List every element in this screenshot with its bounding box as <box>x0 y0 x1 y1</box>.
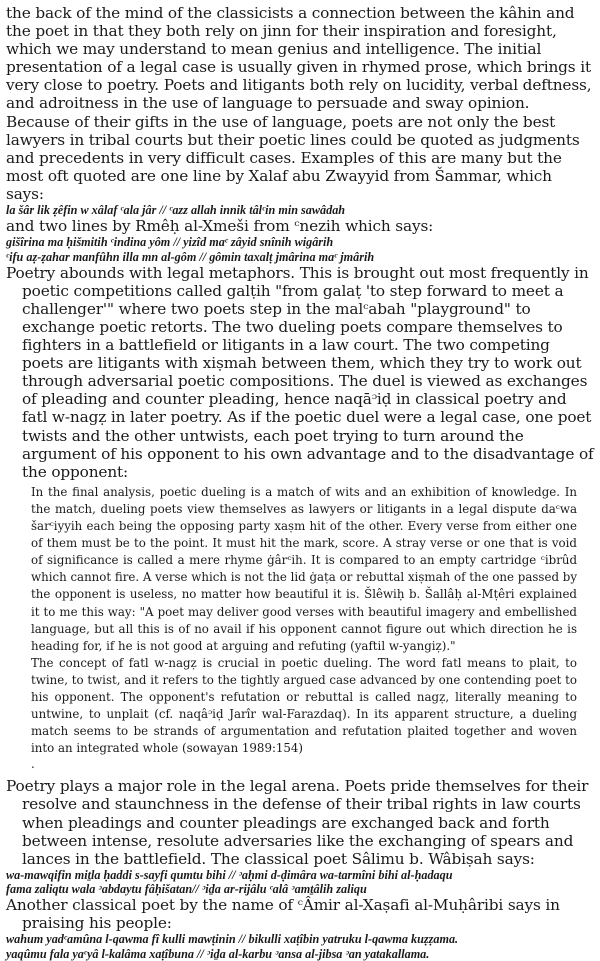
paragraph-rmeh-intro: and two lines by Rmêḥ al-Xmeši from ᶜnezih which says: <box>6 217 434 236</box>
verse-rmeh-1: gišîrina ma ḥišmitih ᶜindina yôm // yizîd maᶜ zâyid snînih wigârih <box>6 235 334 250</box>
verse-xalaf: la šâr lik ẓêfin w xâlaf ᶜala jâr // ᶜazz allah innik tâlᶜin min sawâdah <box>6 203 346 218</box>
paragraph-legal-arena: Poetry plays a major role in the legal arena. Poets pride themselves for their resolve and staunchness in the defense of their tribal rights in law courts when pleadings and counter pleadings are exchanged back and forth between intense, resolute adversaries like the exchanging of spears and lances in the battlefield. The classical poet Sâlimu b. Wâbiṣah says: <box>6 777 589 868</box>
document-page <box>6 4 594 961</box>
quote-paragraph-2: The concept of fatl w-nagẓ is crucial in poetic dueling. The word fatl means to plait, to twine, to twist, and it refers to the tightly argued case advanced by one contending poet to his opponent. The opponent's refutation or rebuttal is called nagẓ, literally meaning to untwine, to unplait (cf. naqâᵓiḍ Jarîr wal-Farazdaq). In its apparent structure, a dueling match seems to be strands of argumentation and refutation plaited together and woven into an integrated whole (sowayan 1989:154) <box>31 655 577 756</box>
quote-end-mark: . <box>31 757 35 772</box>
quote-paragraph-1: In the final analysis, poetic dueling is a match of wits and an exhibition of knowledge. In the match, dueling poets view themselves as lawyers or litigants in a legal dispute daᶜwa šarᶜiyyih each being the opposing party xaṣm hit of the other. Every verse from either one of them must be to the point. It must hit the mark, score. A stray verse or one that is void of significance is called a mere rhyme ġârᶜih. It is compared to an empty cartridge ᶜibrûd which cannot fire. A verse which is not the lid ġaṭa or rebuttal xiṣmah of the one passed by the opponent is useless, no matter how beautiful it is. Šlêwiḥ b. Šallâḥ al-Mṭêri explained it to me this way: "A poet may deliver good verses with beautiful imagery and embellished language, but all this is of no avail if his opponent cannot figure out which direction he is heading for, if he is not good at arguing and refuting (yaftil w-yangiẓ)." <box>31 484 577 653</box>
paragraph-legal-metaphors: Poetry abounds with legal metaphors. This is brought out most frequently in poetic competitions called galṭih "from galaṭ 'to step forward to meet a challenger'" where two poets step in the malᶜabah "playground" to exchange poetic retorts. The two dueling poets compare themselves to fighters in a battlefield or litigants in a law court. The two competing poets are litigants with xiṣmah between them, which they try to work out through adversarial poetic compositions. The duel is viewed as exchanges of pleading and counter pleading, hence naqāᵓiḍ in classical poetry and fatl w-nagẓ in later poetry. As if the poetic duel were a legal case, one poet twists and the other untwists, each poet trying to turn around the argument of his opponent to his own advantage and to the disadvantage of the opponent: <box>6 263 594 481</box>
block-quote <box>31 484 577 758</box>
verse-amir-2: yaqûmu fala yaᶜyâ l-kalâma xaṭîbuna // ᵓiḏa al-karbu ᵓansa al-jibsa ᵓan yatakallama. <box>6 946 430 961</box>
verse-rmeh-2: ᶜifu aẓ-ẓahar manfûhn illa mn al-gôm // gômin taxalṭ jmârina maᶜ jmârih <box>6 249 375 264</box>
paragraph-amir-intro: Another classical poet by the name of ᶜÂmir al-Xaṣafi al-Muḥâribi says in praising his people: <box>6 896 560 933</box>
verse-salimu-2: fama zaliqtu wala ᵓabdaytu fâḥišatan// ᵓiḏa ar-rijâlu ᶜalâ ᵓamṯâlih zaliqu <box>6 882 367 897</box>
verse-salimu-1: wa-mawqifin miṯla ḥaddi s-sayfi qumtu bihi // ᵓaḥmi d-ḍimâra wa-tarmîni bihi al-ḥadaqu <box>6 867 453 882</box>
verse-amir-1: wahum yadᶜamûna l-qawma fî kulli mawṭinin // bikulli xaṭîbin yatruku l-qawma kuẓẓama. <box>6 932 459 947</box>
paragraph-kahin: the back of the mind of the classicists a connection between the kâhin and the poet in that they both rely on jinn for their inspiration and foresight, which we may understand to mean genius and intelligence. The initial presentation of a legal case is usually given in rhymed prose, which brings it very close to poetry. Poets and litigants both rely on lucidity, verbal deftness, and adroitness in the use of language to persuade and sway opinion. Because of their gifts in the use of language, poets are not only the best lawyers in tribal courts but their poetic lines could be quoted as judgments and precedents in very difficult cases. Examples of this are many but the most oft quoted are one line by Xalaf abu Zwayyid from Šammar, which says: <box>6 4 592 203</box>
